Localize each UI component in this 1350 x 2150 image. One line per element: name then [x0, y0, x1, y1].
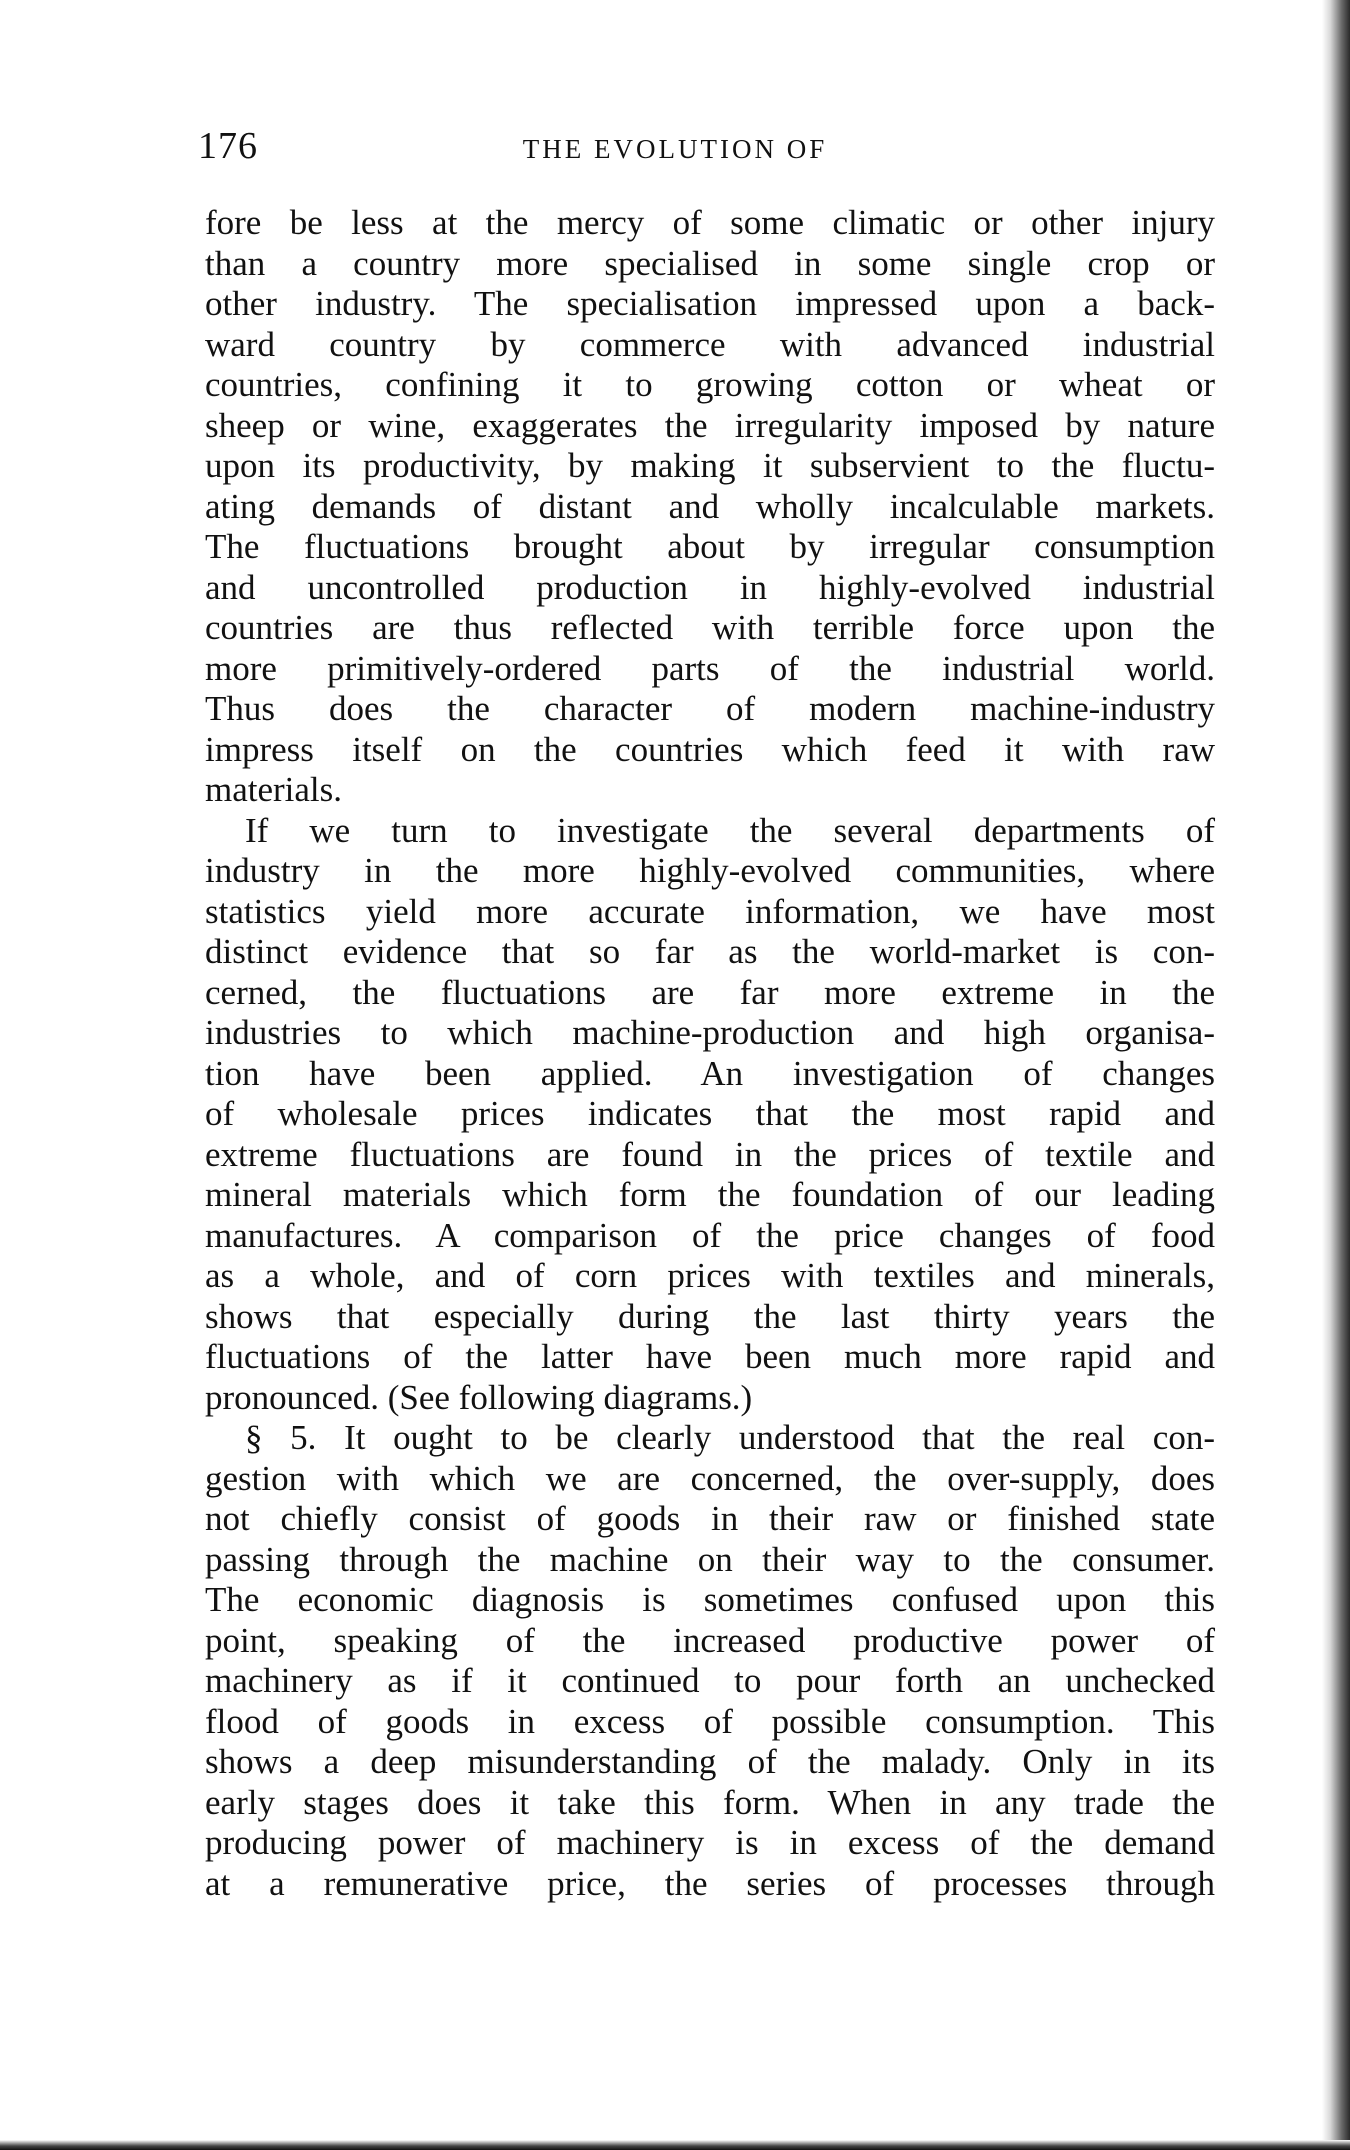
text-line: passing through the machine on their way to the consumer.	[205, 1539, 1215, 1579]
text-line: at a remunerative price, the series of processes through	[205, 1863, 1215, 1903]
text-line: and uncontrolled production in highly-evolved industrial	[205, 567, 1215, 607]
text-line: early stages does it take this form. When in any trade the	[205, 1782, 1215, 1822]
text-line: gestion with which we are concerned, the over-supply, does	[205, 1458, 1215, 1498]
text-line: as a whole, and of corn prices with textiles and minerals,	[205, 1256, 1215, 1295]
text-line: fluctuations of the latter have been much more rapid and	[205, 1337, 1215, 1376]
text-line: shows a deep misunderstanding of the malady. Only in its	[205, 1742, 1215, 1781]
running-head: THE EVOLUTION OF	[522, 134, 828, 164]
text-line: ating demands of distant and wholly incalculable markets.	[205, 486, 1215, 526]
section-start-line: § 5. It ought to be clearly understood that the real con-	[245, 1418, 1215, 1457]
text-line: flood of goods in excess of possible consumption. This	[205, 1701, 1215, 1741]
text-line: cerned, the fluctuations are far more extreme in the	[205, 972, 1215, 1012]
text-line: more primitively-ordered parts of the industrial world.	[205, 648, 1215, 688]
text-line: of wholesale prices indicates that the most rapid and	[205, 1094, 1215, 1133]
text-line: industry in the more highly-evolved communities, where	[205, 851, 1215, 890]
text-line: impress itself on the countries which feed it with raw	[205, 729, 1215, 769]
text-line: ward country by commerce with advanced industrial	[205, 324, 1215, 364]
text-line: not chiefly consist of goods in their raw or finished state	[205, 1499, 1215, 1538]
text-line: mineral materials which form the foundation of our leading	[205, 1175, 1215, 1214]
text-line: extreme fluctuations are found in the prices of textile and	[205, 1134, 1215, 1174]
text-line: The economic diagnosis is sometimes confused upon this	[205, 1580, 1215, 1619]
text-line: countries are thus reflected with terrible force upon the	[205, 608, 1215, 647]
page-number: 176	[198, 125, 258, 167]
text-line: statistics yield more accurate information, we have most	[205, 891, 1215, 931]
text-line: producing power of machinery is in excess of the demand	[205, 1823, 1215, 1862]
text-line: point, speaking of the increased productive power of	[205, 1620, 1215, 1660]
text-line: fore be less at the mercy of some climatic or other injury	[205, 203, 1215, 242]
paragraph-end-line: materials.	[205, 770, 343, 809]
page-edge-shadow	[1322, 0, 1350, 2150]
body-text	[205, 203, 1215, 1904]
text-line: industries to which machine-production and high organisa-	[205, 1013, 1215, 1052]
text-line: countries, confining it to growing cotton or wheat or	[205, 365, 1215, 404]
paragraph-end-line: pronounced. (See following diagrams.)	[205, 1377, 753, 1417]
text-line: sheep or wine, exaggerates the irregularity imposed by nature	[205, 405, 1215, 445]
text-line: machinery as if it continued to pour forth an unchecked	[205, 1661, 1215, 1700]
text-line: tion have been applied. An investigation of changes	[205, 1053, 1215, 1093]
page-bottom-edge	[0, 2140, 1350, 2150]
text-line: shows that especially during the last thirty years the	[205, 1296, 1215, 1336]
text-line: distinct evidence that so far as the world-market is con-	[205, 932, 1215, 971]
text-line: other industry. The specialisation impressed upon a back-	[205, 284, 1215, 323]
text-line: The fluctuations brought about by irregular consumption	[205, 527, 1215, 566]
text-line: manufactures. A comparison of the price changes of food	[205, 1215, 1215, 1255]
text-line: upon its productivity, by making it subservient to the fluctu-	[205, 446, 1215, 485]
paragraph-start-line: If we turn to investigate the several departments of	[245, 810, 1215, 850]
text-line: than a country more specialised in some single crop or	[205, 243, 1215, 283]
text-line: Thus does the character of modern machine-industry	[205, 689, 1215, 728]
